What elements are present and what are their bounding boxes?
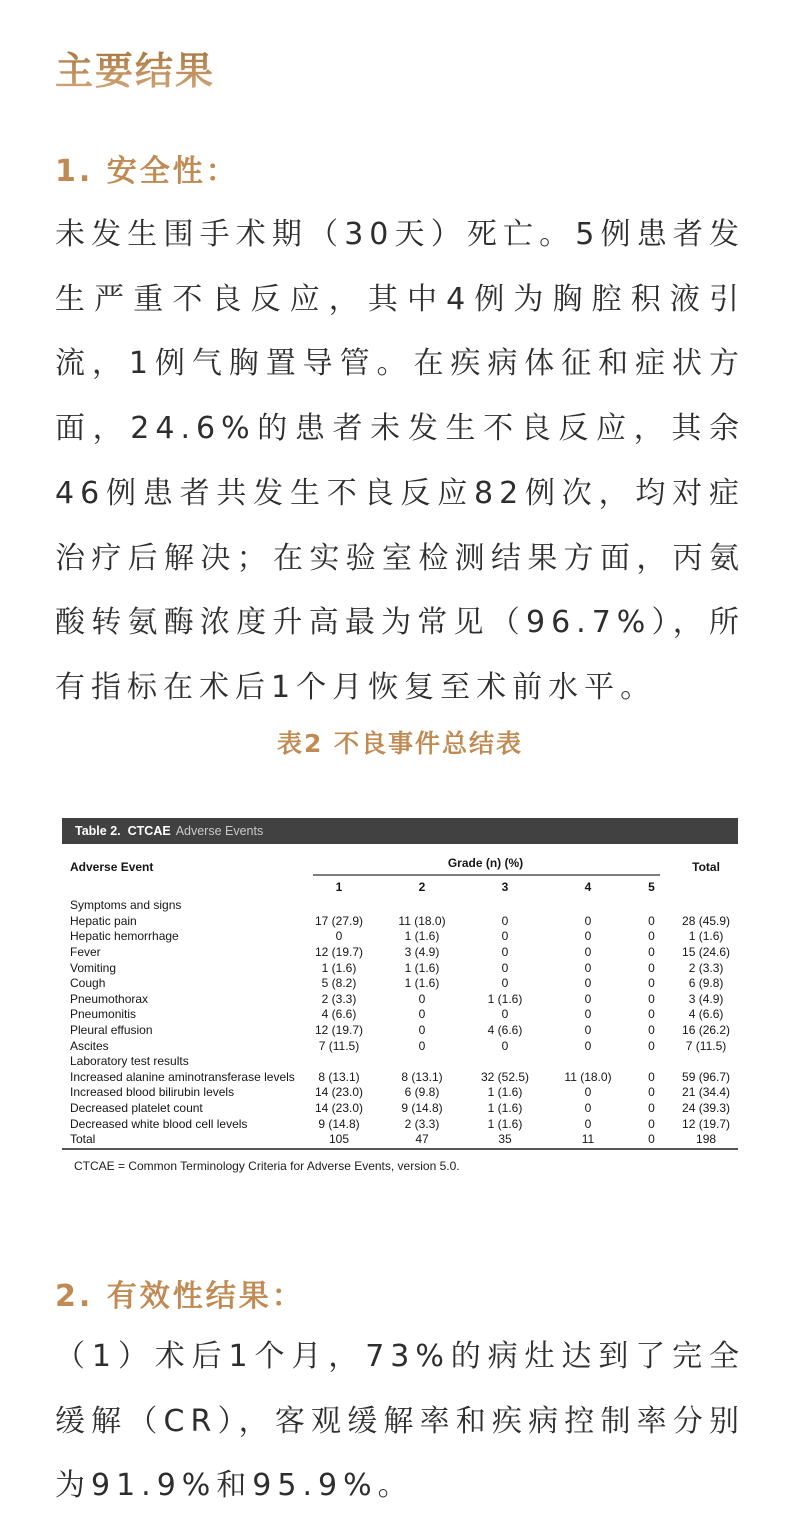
col-header-grade-2: 2 [418,879,426,894]
row-value: 0 [418,1038,426,1053]
row-value: 14 (23.0) [314,1100,364,1115]
row-value: 198 [696,1132,717,1147]
row-value: 1 (1.6) [688,929,724,944]
row-value: 11 (18.0) [564,1069,612,1084]
row-value: 0 [648,1038,655,1053]
table-row [62,1023,738,1039]
row-label: Pneumothorax [70,991,149,1006]
row-value: 0 [648,1085,655,1100]
table-row [62,929,738,945]
row-value: 12 (19.7) [314,1022,364,1037]
row-value: 0 [584,929,592,944]
row-value: 0 [584,1085,592,1100]
table-row [62,1132,738,1149]
row-value: 11 [581,1132,595,1147]
row-value: 8 (13.1) [401,1069,443,1084]
row-value: 7 (11.5) [685,1038,727,1053]
row-value: 0 [584,1007,592,1022]
row-value: 0 [648,944,655,959]
row-value: 0 [648,1100,655,1115]
row-value: 2 (3.3) [321,991,357,1006]
row-value: 0 [418,1022,426,1037]
row-value: 3 (4.9) [688,991,724,1006]
row-label: Pleural effusion [70,1022,153,1037]
table-title-bar [62,818,738,844]
table-body [62,898,738,1149]
row-value: 0 [584,944,592,959]
row-value: 4 (6.6) [321,1007,357,1022]
row-value: 1 (1.6) [404,960,440,975]
row-label: Decreased white blood cell levels [70,1116,248,1131]
row-value: 28 (45.9) [682,913,731,928]
table-row [62,1101,738,1117]
row-value: 105 [328,1132,350,1147]
row-value: 0 [501,929,509,944]
row-value: 9 (14.8) [318,1116,360,1131]
row-value: 0 [648,1116,655,1131]
row-value: 1 (1.6) [404,976,440,991]
row-value: 5 (8.2) [321,976,357,991]
col-header-grade-4: 4 [584,879,592,894]
row-value: 8 (13.1) [318,1069,360,1084]
row-value: 0 [335,929,343,944]
row-value: 0 [648,976,655,991]
adverse-events-table [62,850,738,1150]
row-value: 0 [501,1007,509,1022]
row-label: Ascites [70,1038,109,1053]
row-value: 0 [584,991,592,1006]
row-value: 0 [648,929,655,944]
row-value: 0 [501,960,509,975]
row-value: 6 (9.8) [688,976,724,991]
table-figure [62,818,738,1174]
col-header-grade-1: 1 [335,879,343,894]
row-value: 7 (11.5) [318,1038,360,1053]
table-title-acronym: CTCAE [127,824,171,838]
row-label: Decreased platelet count [70,1100,203,1115]
row-value: 24 (39.3) [682,1100,731,1115]
row-value: 0 [584,1100,592,1115]
row-value: 0 [648,1132,655,1147]
row-value: 0 [501,976,509,991]
row-value: 14 (23.0) [314,1085,364,1100]
row-value: 0 [648,913,655,928]
row-value: 59 (96.7) [682,1069,731,1084]
row-label: Hepatic pain [70,913,137,928]
table-section-row [62,1054,738,1070]
row-value: 9 (14.8) [401,1100,443,1115]
row-value: 4 (6.6) [688,1007,724,1022]
col-header-grade-5: 5 [648,879,655,894]
table-row [62,1039,738,1055]
col-header-grade [297,850,674,876]
row-value: 2 (3.3) [404,1116,440,1131]
row-label: Increased blood bilirubin levels [70,1085,235,1100]
efficacy-paragraph: （1）术后1个月，73%的病灶达到了完全缓解（CR），客观缓解率和疾病控制率分别为91.9%和95.9%。 [55,1339,745,1504]
table-header-row [62,850,738,876]
row-value: 0 [418,991,426,1006]
row-value: 3 (4.9) [404,944,440,959]
row-value: 0 [648,1069,655,1084]
table-row [62,945,738,961]
row-label: Fever [70,944,101,959]
row-value: 0 [648,1007,655,1022]
col-header-grade-3: 3 [501,879,509,894]
row-value: 35 [498,1132,512,1147]
row-value: 6 (9.8) [404,1085,440,1100]
row-value: 4 (6.6) [487,1022,523,1037]
row-value: 15 (24.6) [682,944,731,959]
row-value: 1 (1.6) [487,1116,523,1131]
table-caption: 表2 不良事件总结表 [276,729,524,758]
table-title-rest: Adverse Events [175,824,264,838]
row-value: 0 [501,913,509,928]
row-value: 0 [584,1038,592,1053]
row-value: 1 (1.6) [321,960,357,975]
row-value: 0 [648,1022,655,1037]
row-label: Increased alanine aminotransferase levels [70,1069,295,1084]
grade-subheader-row [62,876,738,899]
row-label: Cough [70,976,106,991]
col-header-total: Total [692,860,720,874]
row-value: 0 [501,944,509,959]
col-header-adverse-event: Adverse Event [70,860,154,874]
table-row [62,1117,738,1133]
row-value: 11 (18.0) [398,913,446,928]
row-value: 2 (3.3) [688,960,724,975]
table-row [62,961,738,977]
row-value: 0 [648,991,655,1006]
row-value: 0 [584,1022,592,1037]
row-label: Pneumonitis [70,1007,137,1022]
safety-paragraph: 未发生围手术期（30天）死亡。5例患者发生严重不良反应，其中4例为胸腔积液引流，1例气胸置导管。在疾病体征和症状方面，24.6%的患者未发生不良反应，其余46例患者共发生不良反应82例次，均对症治疗后解决；在实验室检测结果方面，丙氨酸转氨酶浓度升高最为常见（96.7%），所有指标在术后1个月恢复至术前水平。 [55,217,745,705]
row-value: 0 [584,913,592,928]
section-heading-safety: 1. 安全性： [55,153,239,189]
row-value: 21 (34.4) [682,1085,731,1100]
row-value: 0 [584,960,592,975]
row-section-label: Laboratory test results [70,1054,189,1069]
subheader-empty-left [62,876,297,899]
table-row [62,914,738,930]
row-value: 47 [415,1132,429,1147]
table-title-number: Table 2. [75,824,121,838]
row-value: 32 (52.5) [480,1069,530,1084]
table-row [62,1007,738,1023]
row-value: 0 [584,1116,592,1131]
row-label: Hepatic hemorrhage [70,929,179,944]
row-value: 17 (27.9) [314,913,364,928]
row-value: 1 (1.6) [404,929,440,944]
row-value: 16 (26.2) [682,1022,731,1037]
grade-header-label: Grade (n) (%) [447,856,524,870]
row-value: 1 (1.6) [487,1100,523,1115]
row-value: 0 [418,1007,426,1022]
row-value: 0 [501,1038,509,1053]
row-value: 0 [648,960,655,975]
table-section-row [62,898,738,914]
page-title: 主要结果 [55,48,216,94]
row-label: Vomiting [70,960,117,975]
table-row [62,976,738,992]
table-footnote: CTCAE = Common Terminology Criteria for Adverse Events, version 5.0. [74,1158,460,1173]
row-value: 0 [584,976,592,991]
row-section-label: Symptoms and signs [70,898,182,913]
row-value: 1 (1.6) [487,991,523,1006]
row-value: 12 (19.7) [682,1116,731,1131]
table-row [62,1085,738,1101]
subheader-empty-right [674,876,738,899]
row-value: 1 (1.6) [487,1085,523,1100]
row-label: Total [70,1132,96,1147]
row-value: 12 (19.7) [314,944,364,959]
table-row [62,1070,738,1086]
section-heading-efficacy: 2. 有效性结果： [55,1278,305,1314]
table-row [62,992,738,1008]
